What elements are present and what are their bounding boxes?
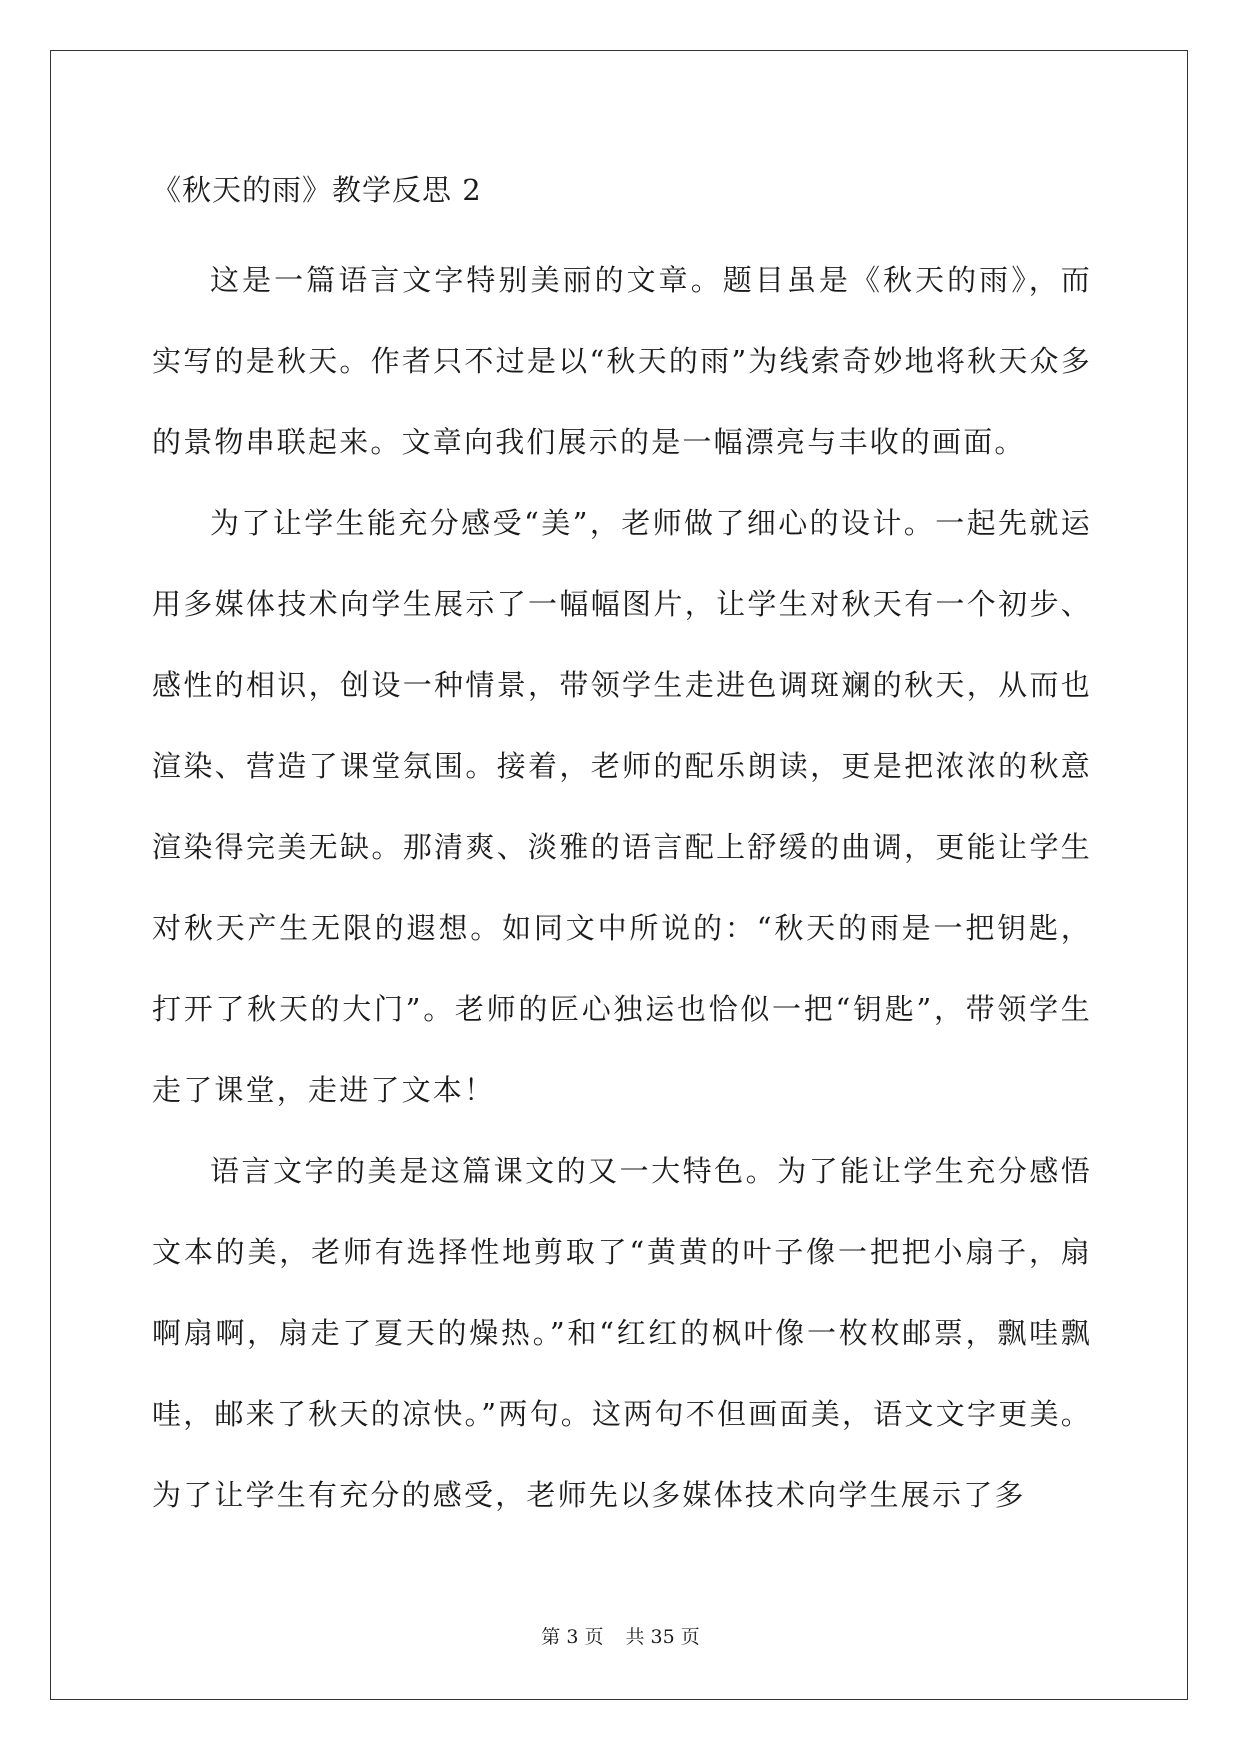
paragraph-3: 语言文字的美是这篇课文的又一大特色。为了能让学生充分感悟文本的美，老师有选择性地剪取了“黄黄的叶子像一把把小扇子，扇啊扇啊，扇走了夏天的燥热。”和“红红的枫叶像一枚枚邮票，飘哇飘哇，邮来了秋天的凉快。”两句。这两句不但画面美，语文文字更美。为了让学生有充分的感受，老师先以多媒体技术向学生展示了多 [152, 1154, 1092, 1512]
paragraph-1: 这是一篇语言文字特别美丽的文章。题目虽是《秋天的雨》，而实写的是秋天。作者只不过是以“秋天的雨”为线索奇妙地将秋天众多的景物串联起来。文章向我们展示的是一幅漂亮与丰收的画面。 [152, 263, 1092, 459]
document-body [152, 160, 1092, 1536]
page-number: 第 3 页 [541, 1626, 604, 1648]
paragraph-2: 为了让学生能充分感受“美”，老师做了细心的设计。一起先就运用多媒体技术向学生展示了一幅幅图片，让学生对秋天有一个初步、感性的相识，创设一种情景，带领学生走进色调斑斓的秋天，从而也渲染、营造了课堂氛围。接着，老师的配乐朗读，更是把浓浓的秋意渲染得完美无缺。那清爽、淡雅的语言配上舒缓的曲调，更能让学生对秋天产生无限的遐想。如同文中所说的：“秋天的雨是一把钥匙，打开了秋天的大门”。老师的匠心独运也恰似一把“钥匙”，带领学生走了课堂，走进了文本！ [152, 506, 1092, 1107]
page-total: 共 35 页 [625, 1626, 700, 1648]
document-title: 《秋天的雨》教学反思 2 [152, 173, 482, 207]
page-footer [0, 1622, 1241, 1649]
